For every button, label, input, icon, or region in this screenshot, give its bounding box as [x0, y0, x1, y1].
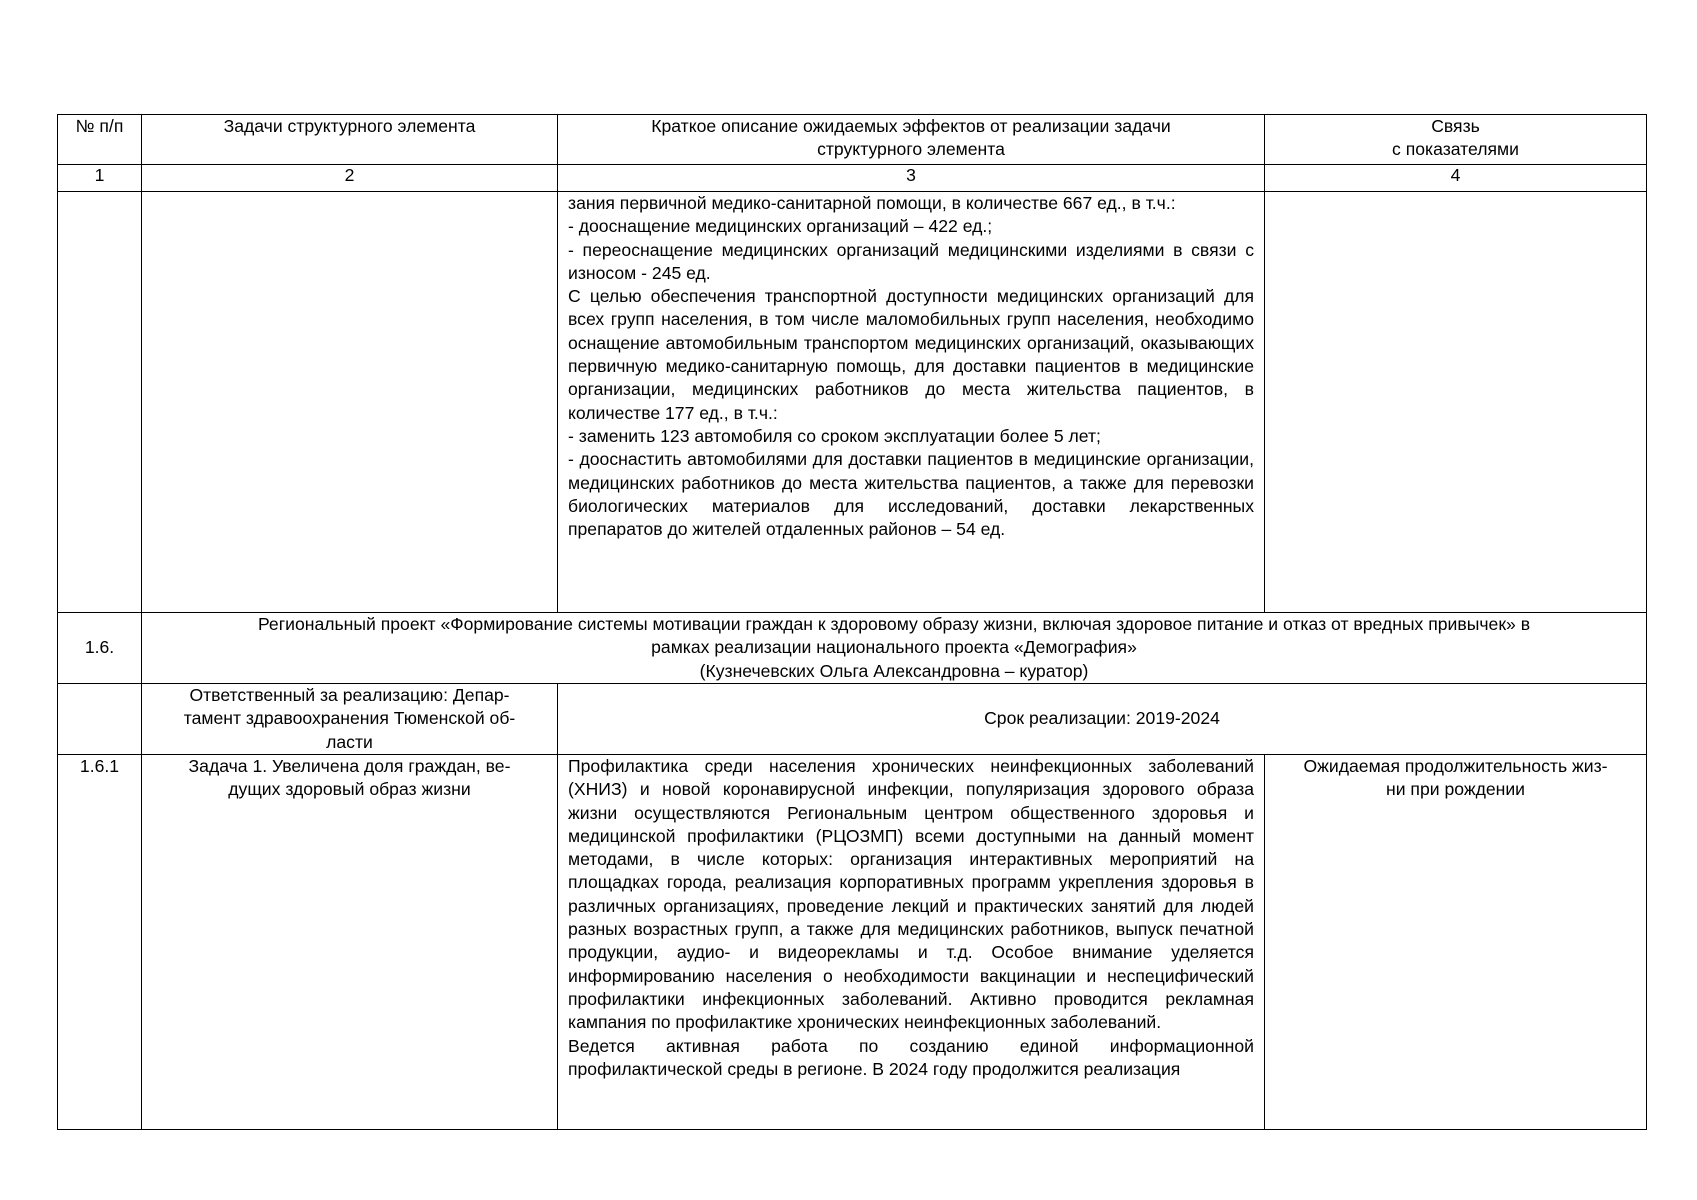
indicator-line: ни при рождении: [1385, 779, 1526, 800]
column-number: 1: [58, 165, 142, 192]
indicator-line: Ожидаемая продолжительность жиз-: [1303, 756, 1608, 776]
project-row: [58, 613, 1647, 684]
header-description: [558, 115, 1265, 165]
task-title-line: Задача 1. Увеличена доля граждан, ве-: [188, 756, 511, 776]
description-paragraph: - переоснащение медицинских организаций медицинскими изделиями в связи с износом - 245 ед.: [568, 239, 1254, 283]
description-paragraph: Ведется активная работа по созданию единой информационной профилактической среды в регионе. В 2024 году продолжится реализация: [568, 1035, 1254, 1079]
header-indicators-line: Связь: [1431, 116, 1480, 136]
header-tasks: Задачи структурного элемента: [142, 115, 558, 165]
project-curator: (Кузнечевских Ольга Александровна – куратор): [699, 660, 1089, 681]
description-paragraph: Профилактика среди населения хронических неинфекционных заболеваний (ХНИЗ) и новой коронавирусной инфекции, популяризация здорового образа жизни осуществляются Региональным центром общественного здоровья и медицинской профилактики (РЦОЗМП) всеми доступными на данный момент методами, в числе которых: организация интерактивных мероприятий на площадках города, реализация корпоративных программ укрепления здоровья в различных организациях, проведение лекций и практических занятий для людей разных возрастных групп, а также для медицинских работников, выпуск печатной продукции, аудио- и видеорекламы и т.д. Особое внимание уделяется информированию населения о необходимости вакцинации и неспецифический профилактики инфекционных заболеваний. Активно проводится рекламная кампания по профилактике хронических неинфекционных заболеваний.: [568, 756, 1254, 1033]
header-indicators: [1265, 115, 1647, 165]
header-row: [58, 115, 1647, 165]
continuation-number-cell: [58, 192, 142, 613]
header-description-line: Краткое описание ожидаемых эффектов от реализации задачи: [651, 116, 1171, 136]
task-title-line: дущих здоровый образ жизни: [228, 779, 471, 800]
task-title: [142, 755, 558, 1130]
column-number: 2: [142, 165, 558, 192]
responsible-line: ласти: [326, 731, 373, 752]
measures-table: [57, 114, 1647, 1130]
responsible-party: [142, 684, 558, 755]
column-number: 4: [1265, 165, 1647, 192]
continuation-indicator-cell: [1265, 192, 1647, 613]
continuation-description-cell: [558, 192, 1265, 613]
project-title-line: Региональный проект «Формирование системы мотивации граждан к здоровому образу жизни, включая здоровое питание и отказ от вредных привычек» в: [257, 614, 1531, 635]
responsible-line: тамент здравоохранения Тюменской об-: [183, 708, 516, 729]
task-row: [58, 755, 1647, 1130]
responsible-number-cell: [58, 684, 142, 755]
description-paragraph: зания первичной медико-санитарной помощи, в количестве 667 ед., в т.ч.:: [568, 193, 1176, 213]
description-paragraph: С целью обеспечения транспортной доступности медицинских организаций для всех групп населения, в том числе маломобильных групп населения, необходимо оснащение автомобильным транспортом медицинских организаций, оказывающих первичную медико-санитарную помощь, для доставки пациентов в медицинские организации, медицинских работников до места жительства пациентов, в количестве 177 ед., в т.ч.:: [568, 286, 1254, 423]
column-number: 3: [558, 165, 1265, 192]
project-number: 1.6.: [58, 613, 142, 684]
responsible-row: [58, 684, 1647, 755]
task-number: 1.6.1: [58, 755, 142, 1130]
continuation-task-cell: [142, 192, 558, 613]
implementation-period: Срок реализации: 2019-2024: [558, 684, 1647, 755]
project-title: [142, 613, 1647, 684]
task-description: [558, 755, 1265, 1130]
header-number: № п/п: [58, 115, 142, 165]
header-description-line: структурного элемента: [817, 139, 1005, 160]
description-paragraph: - дооснащение медицинских организаций – 422 ед.;: [568, 216, 993, 237]
description-paragraph: - заменить 123 автомобиля со сроком эксплуатации более 5 лет;: [568, 425, 1101, 446]
header-indicators-line: с показателями: [1392, 139, 1519, 160]
column-number-row: [58, 165, 1647, 192]
description-paragraph: - дооснастить автомобилями для доставки пациентов в медицинские организации, медицинских работников до места жительства пациентов, а также для перевозки биологических материалов для исследований, доставки лекарственных препаратов до жителей отдаленных районов – 54 ед.: [568, 449, 1254, 540]
responsible-line: Ответственный за реализацию: Депар-: [189, 685, 510, 705]
continuation-row: [58, 192, 1647, 613]
task-indicator: [1265, 755, 1647, 1130]
project-title-line: рамках реализации национального проекта «Демография»: [651, 637, 1137, 658]
